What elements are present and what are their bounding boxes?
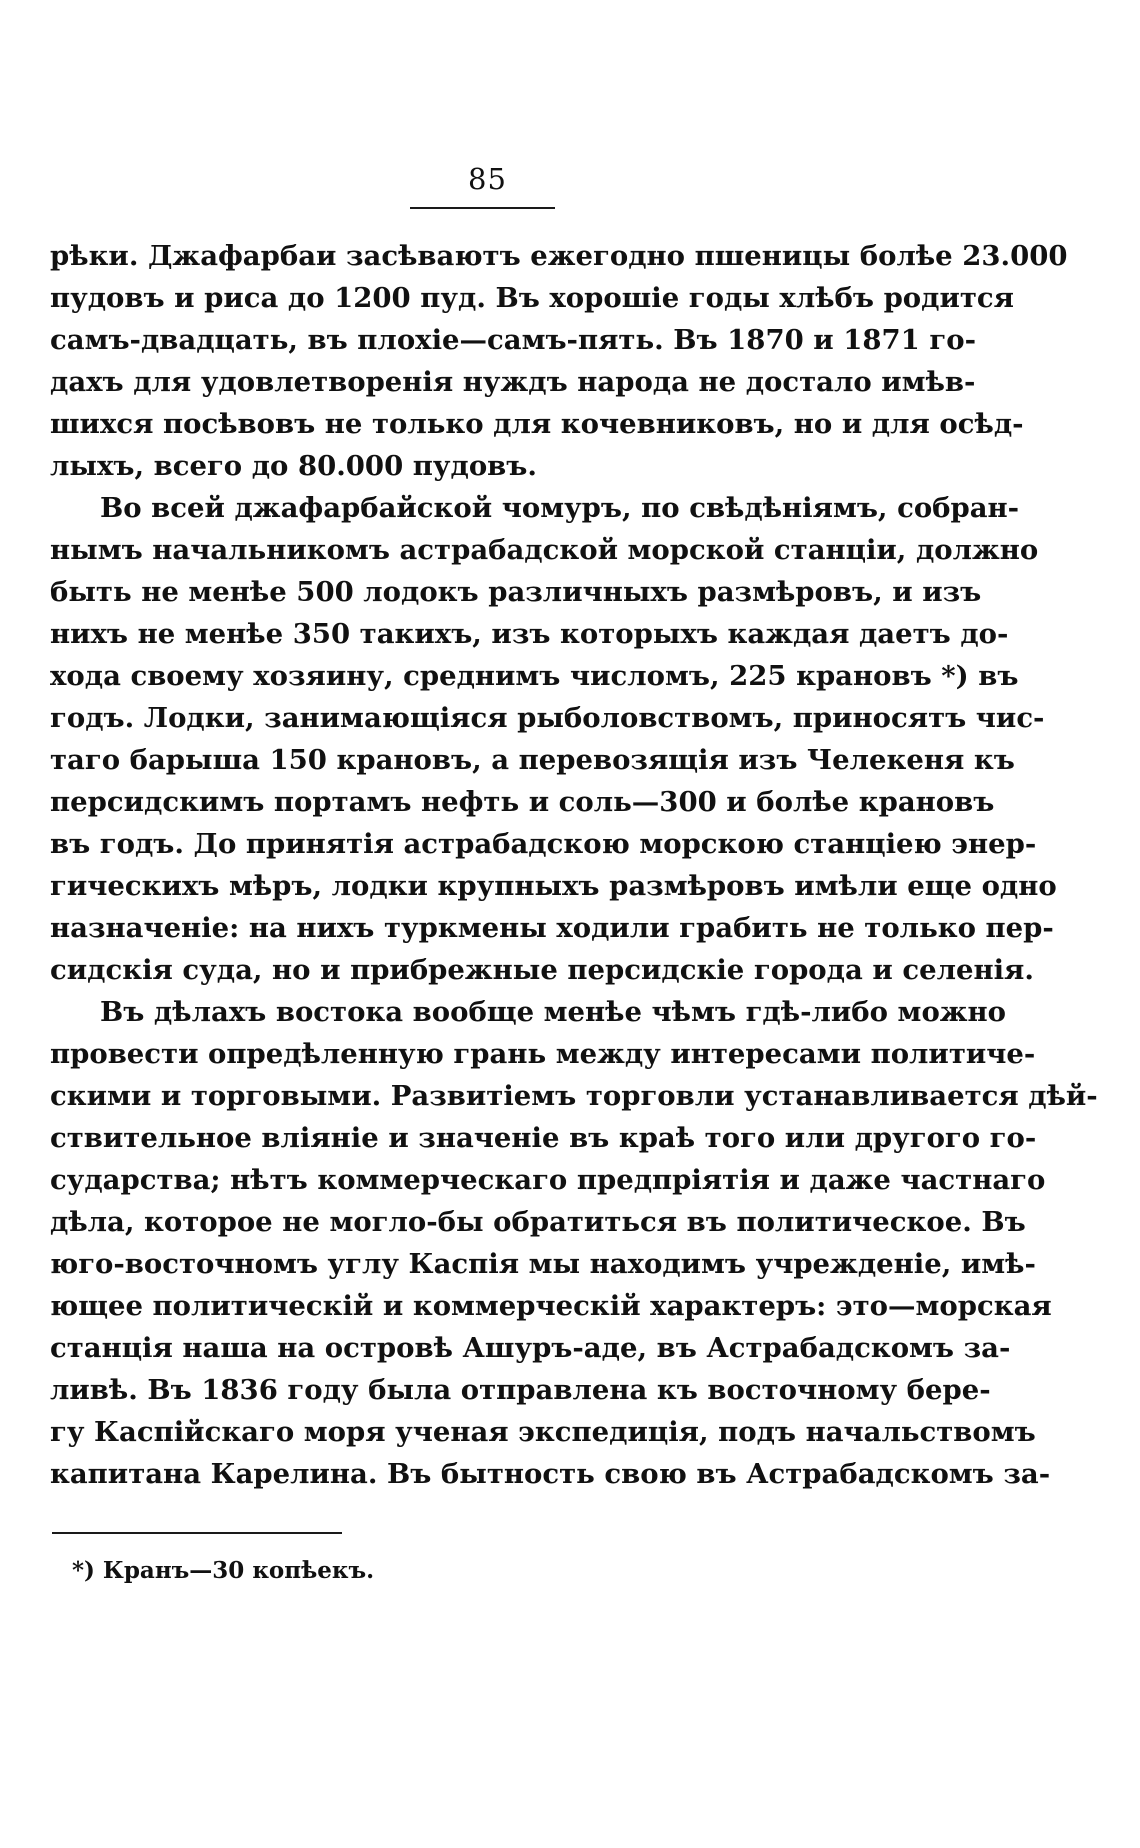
text-line: дахъ для удовлетворенія нуждъ народа не достало имѣв- [50, 366, 976, 398]
text-line: назначеніе: на нихъ туркмены ходили грабить не только пер- [50, 912, 1054, 944]
text-line: гическихъ мѣръ, лодки крупныхъ размѣровъ имѣли еще одно [50, 870, 1057, 902]
text-line: капитана Карелина. Въ бытность свою въ Астрабадскомъ за- [50, 1458, 1051, 1490]
text-line: Во всей джафарбайской чомуръ, по свѣдѣніямъ, собран- [100, 492, 1020, 524]
text-line: скими и торговыми. Развитіемъ торговли устанавливается дѣй- [50, 1080, 1098, 1112]
text-line: годъ. Лодки, занимающіяся рыболовствомъ, приносятъ чис- [50, 702, 1045, 734]
text-line: быть не менѣе 500 лодокъ различныхъ размѣровъ, и изъ [50, 576, 982, 608]
text-line: персидскимъ портамъ нефть и соль—300 и болѣе крановъ [50, 786, 995, 818]
text-line: ствительное вліяніе и значеніе въ краѣ того или другого го- [50, 1122, 1037, 1154]
text-line: сударства; нѣтъ коммерческаго предпріятія и даже частнаго [50, 1164, 1046, 1196]
paragraph-3 [50, 991, 1098, 1495]
text-line: дѣла, которое не могло-бы обратиться въ политическое. Въ [50, 1206, 1026, 1238]
text-line: юго-восточномъ углу Каспія мы находимъ учрежденіе, имѣ- [50, 1248, 1036, 1280]
body-text [50, 235, 1098, 1495]
paragraph-2 [50, 487, 1057, 991]
footnote-separator [52, 1532, 342, 1534]
text-line: самъ-двадцать, въ плохіе—самъ-пять. Въ 1870 и 1871 го- [50, 324, 976, 356]
page-number: 85 [468, 162, 507, 196]
paragraph-1 [50, 235, 1068, 487]
text-line: пудовъ и риса до 1200 пуд. Въ хорошіе годы хлѣбъ родится [50, 282, 1014, 314]
text-line: хода своему хозяину, среднимъ числомъ, 225 крановъ *) въ [50, 660, 1019, 692]
text-line: нымъ начальникомъ астрабадской морской станціи, должно [50, 534, 1039, 566]
text-line: таго барыша 150 крановъ, а перевозящія изъ Челекеня къ [50, 744, 1015, 776]
text-line: провести опредѣленную грань между интересами политиче- [50, 1038, 1036, 1070]
footnote: *) Кранъ—30 копѣекъ. [72, 1557, 375, 1584]
text-line: въ годъ. До принятія астрабадскою морскою станціею энер- [50, 828, 1037, 860]
text-line: ющее политическій и коммерческій характеръ: это—морская [50, 1290, 1052, 1322]
text-line: станція наша на островѣ Ашуръ-аде, въ Астрабадскомъ за- [50, 1332, 1011, 1364]
text-line: Въ дѣлахъ востока вообще менѣе чѣмъ гдѣ-либо можно [100, 996, 1007, 1028]
text-line: шихся посѣвовъ не только для кочевниковъ, но и для осѣд- [50, 408, 1024, 440]
text-line: гу Каспійскаго моря ученая экспедиція, подъ начальствомъ [50, 1416, 1036, 1448]
text-line: ливѣ. Въ 1836 году была отправлена къ восточному бере- [50, 1374, 991, 1406]
text-line: лыхъ, всего до 80.000 пудовъ. [50, 450, 537, 482]
text-line: рѣки. Джафарбаи засѣваютъ ежегодно пшеницы болѣе 23.000 [50, 240, 1068, 272]
text-line: сидскія суда, но и прибрежные персидскіе города и селенія. [50, 954, 1034, 986]
page-number-underline [410, 207, 555, 209]
text-line: нихъ не менѣе 350 такихъ, изъ которыхъ каждая даетъ до- [50, 618, 1009, 650]
